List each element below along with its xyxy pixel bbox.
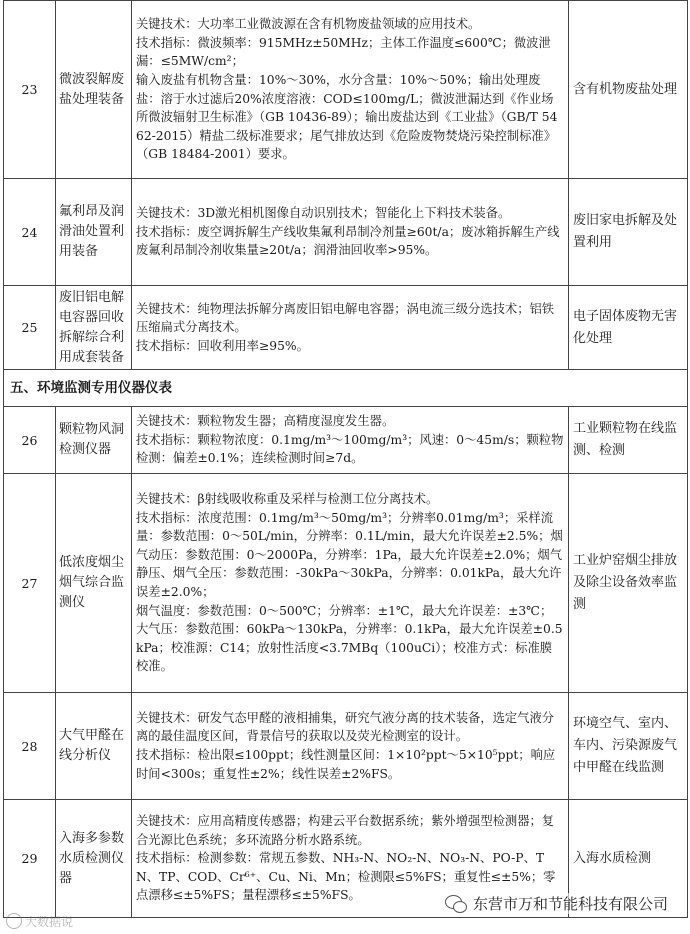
- equipment-name: 颗粒物风洞检测仪器: [56, 407, 132, 474]
- technical-details: [132, 407, 569, 474]
- equipment-name: 入海多参数水质检测仪器: [56, 800, 132, 918]
- technical-details: [132, 1, 569, 179]
- equipment-name: 废旧铝电解电容器回收拆解综合利用成套装备: [56, 286, 132, 370]
- detail-paragraph: 烟气温度：参数范围：0～500℃；分辨率：±1℃，最大允许误差：±3℃；大气压：参数范围：60kPa～130kPa，分辨率：0.1kPa，最大允许误差±0.5kPa；校准源：C14；放射性活度<3.7MBq（100uCi）；校准方式：标准膜校准。: [136, 603, 563, 674]
- detail-paragraph: 关键技术：应用高精度传感器；构建云平台数据系统；紫外增强型检测器；复合光源比色系统；多环流路分析水路系统。: [136, 814, 555, 847]
- detail-paragraph: 技术指标：废空调拆解生产线收集氟利昂制冷剂量≥60t/a；废冰箱拆解生产线废氟利昂制冷剂收集量≥20t/a；润滑油回收率>95%。: [136, 224, 560, 258]
- application-field: 废旧家电拆解及处置利用: [569, 179, 688, 286]
- row-number: 24: [4, 179, 56, 286]
- detail-paragraph: 技术指标：浓度范围：0.1mg/m³～50mg/m³；分辨率0.01mg/m³；采样流量：参数范围：0～50L/min，分辨率：0.1L/min，最大允许误差±2.5%；烟气动压：参数范围：0～2000Pa，分辨率：1Pa，最大允许误差±2.0%；烟气静压、烟气全压：参数范围：-30kPa～30kPa，分辨率：0.01kPa，最大允许误差±2.0%；: [136, 510, 563, 599]
- application-field: 含有机物废盐处理: [569, 1, 688, 179]
- section-row: [4, 370, 688, 407]
- detail-paragraph: 关键技术：大功率工业微波源在含有机物废盐领域的应用技术。: [136, 17, 481, 32]
- row-number: 25: [4, 286, 56, 370]
- watermark-logo-icon: [6, 913, 22, 929]
- application-field: 电子固体废物无害化处理: [569, 286, 688, 370]
- watermark-right-text: 东营市万和节能科技有限公司: [472, 895, 668, 913]
- table-row: [4, 1, 688, 179]
- detail-paragraph: 技术指标：回收利用率≥95%。: [136, 338, 309, 353]
- row-number: 29: [4, 800, 56, 918]
- application-field: 工业颗粒物在线监测、检测: [569, 407, 688, 474]
- equipment-table-body: [4, 1, 688, 918]
- application-field: 环境空气、室内、车内、污染源废气中甲醛在线监测: [569, 693, 688, 800]
- equipment-table: [3, 0, 688, 918]
- row-number: 26: [4, 407, 56, 474]
- table-row: [4, 693, 688, 800]
- detail-paragraph: 技术指标：检测参数：常规五参数、NH₃-N、NO₂-N、NO₃-N、PO-P、TN、TP、COD、Cr⁶⁺、Cu、Ni、Mn；检测限≤5%FS；重复性≤±5%；零点漂移≤±5%FS；量程漂移≤±5%FS。: [136, 851, 556, 903]
- wechat-icon: [445, 895, 467, 913]
- watermark-left-text: 大数据说: [25, 915, 74, 929]
- table-row: [4, 407, 688, 474]
- application-field: 入海水质检测: [569, 800, 688, 918]
- technical-details: [132, 286, 569, 370]
- detail-paragraph: 关键技术：研发气态甲醛的液相捕集，研究气液分离的技术装备，选定气液分离的最佳温度区间，背景信号的获取以及荧光检测室的设计。: [136, 710, 555, 744]
- detail-paragraph: 关键技术：β射线吸收称重及采样与检测工位分离技术。: [136, 492, 439, 507]
- row-number: 23: [4, 1, 56, 179]
- technical-details: [132, 474, 569, 693]
- equipment-name: 低浓度烟尘烟气综合监测仪: [56, 474, 132, 693]
- equipment-name: 大气甲醛在线分析仪: [56, 693, 132, 800]
- detail-paragraph: 输入废盐有机物含量：10%～30%，水分含量：10%～50%；输出处理废盐：溶于水过滤后20%浓度溶液：COD≤100mg/L；微波泄漏达到《作业场所微波辐射卫生标准》（GB 10436-89）；输出废盐达到《工业盐》（GB/T 5462-2015）精盐二级标准要求；尾气排放达到《危险废物焚烧污染控制标准》（GB 18484-2001）要求。: [136, 72, 558, 162]
- row-number: 28: [4, 693, 56, 800]
- technical-details: [132, 693, 569, 800]
- equipment-name: 氟利昂及润滑油处置利用装备: [56, 179, 132, 286]
- table-row: [4, 286, 688, 370]
- table-row: [4, 474, 688, 693]
- section-heading: 五、环境监测专用仪器仪表: [4, 370, 688, 407]
- watermark-left: [6, 913, 73, 930]
- table-row: [4, 179, 688, 286]
- watermark-right: [445, 893, 668, 914]
- detail-paragraph: 关键技术：颗粒物发生器；高精度湿度发生器。: [136, 414, 395, 429]
- detail-paragraph: 关键技术：纯物理法拆解分离废旧铝电解电容器；涡电流三级分选技术；铝铁压缩扁式分离技术。: [136, 301, 555, 335]
- row-number: 27: [4, 474, 56, 693]
- detail-paragraph: 技术指标：检出限≤100ppt；线性测量区间：1×10²ppt～5×10⁵ppt；响应时间<300s；重复性±2%；线性误差±2%FS。: [136, 748, 556, 781]
- equipment-name: 微波裂解废盐处理装备: [56, 1, 132, 179]
- application-field: 工业炉窑烟尘排放及除尘设备效率监测: [569, 474, 688, 693]
- technical-details: [132, 179, 569, 286]
- detail-paragraph: 关键技术：3D激光相机图像自动识别技术；智能化上下料技术装备。: [136, 206, 511, 221]
- detail-paragraph: 技术指标：颗粒物浓度：0.1mg/m³～100mg/m³；风速：0～45m/s；颗粒物检测：偏差±0.1%；连续检测时间≥7d。: [136, 432, 564, 466]
- detail-paragraph: 技术指标：微波频率：915MHz±50MHz；主体工作温度≤600℃；微波泄漏：≤5MW/cm²；: [136, 35, 551, 69]
